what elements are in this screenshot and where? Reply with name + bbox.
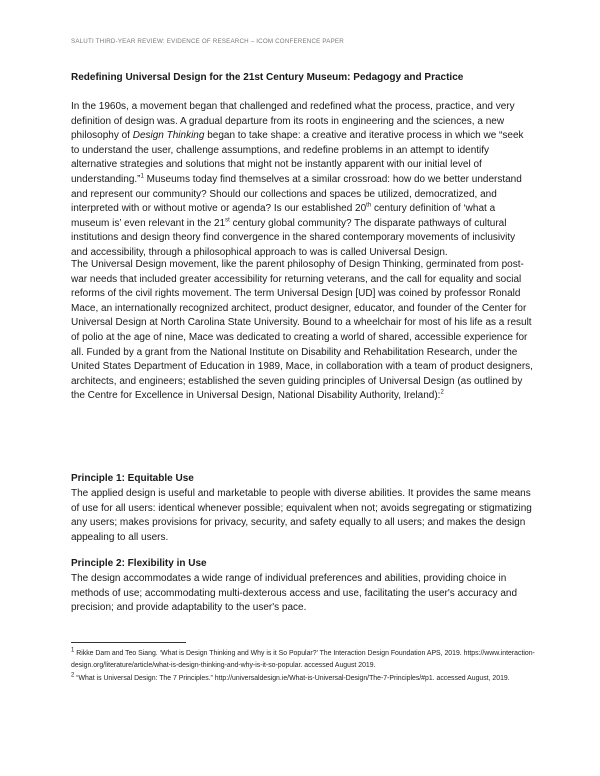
principle-heading: Principle 2: Flexibility in Use — [71, 558, 207, 569]
footnote-text: “What is Universal Design: The 7 Principles.” http://universaldesign.ie/What-is-Universal-Design/The-7-Principles/#p1. accessed August, 2019. — [74, 675, 510, 683]
paragraph-text: century global community? The disparate pathways of cultural institutions and design theory find convergence in the shared contemporary movements of inclusivity and accessibility, through a philosophical approach to was is called Universal Design. — [71, 217, 516, 258]
footnote-ref[interactable]: 1 — [140, 173, 144, 180]
paragraph-text: The Universal Design movement, like the parent philosophy of Design Thinking, germinated from post-war needs that included greater accessibility for returning veterans, and the call for equality and social reforms of the civil rights movement. The term Universal Design [UD] was coined by professor Ronald Mace, an internationally recognized architect, product designer, educator, and founder of the Center for Universal Design at North Carolina State University. Bound to a wheelchair for most of his life as a result of polio at the age of nine, Mace was dedicated to creating a world of shared, accessible experience for all. Funded by a grant from the National Institute on Disability and Rehabilitation Research, under the United States Department of Education in 1989, Mace, in collaboration with a team of product designers, architects, and engineers; established the seven guiding principles of Universal Design (as outlined by the Centre for Excellence in Universal Design, National Disability Authority, Ireland): — [71, 259, 533, 402]
footnote-text: Rikke Dam and Teo Siang. ‘What is Design Thinking and Why is it So Popular?’ The Interaction Design Foundation APS, 2019. https://www.interaction-design.org/literature/article/what-is-design-thinking-and-why-is-it-so-popular. accessed August 2019. — [71, 650, 535, 669]
footnote-number: 2 — [71, 672, 75, 679]
paragraph-text: Museums today find themselves at a similar crossroad: how do we better understand and represent our community? Should our collections and spaces be utilized, democratized, and interpreted with or without motive or agenda? Is our established 20 — [71, 173, 522, 215]
footnote-divider — [71, 642, 186, 643]
paragraph-universal-design — [71, 258, 533, 404]
paragraph-text: century definition of ‘what a museum is’ even relevant in the 21 — [71, 203, 496, 229]
paragraph-intro — [71, 100, 533, 261]
principle-heading: Principle 1: Equitable Use — [71, 473, 194, 484]
running-header: SALUTI THIRD-YEAR REVIEW: EVIDENCE OF RESEARCH – ICOM CONFERENCE PAPER — [71, 38, 344, 45]
ordinal-suffix: th — [366, 202, 372, 209]
paper-title: Redefining Universal Design for the 21st Century Museum: Pedagogy and Practice — [71, 72, 464, 83]
paragraph-text: In the 1960s, a movement began that challenged and redefined what the process, practice, and very definition of design was. A gradual departure from its roots in engineering and the sciences, a new philosophy of — [71, 101, 515, 142]
footnote-number: 1 — [71, 647, 75, 654]
principle-text: The applied design is useful and marketable to people with diverse abilities. It provides the same means of use for all users: identical whenever possible; equivalent when not; avoids segregating or stigmatizing any users; makes provisions for privacy, security, and safety equally to all users; and makes the design appealing to all users. — [71, 488, 532, 543]
ordinal-suffix: st — [225, 217, 230, 224]
footnote-ref[interactable]: 2 — [440, 390, 444, 397]
footnote — [71, 648, 541, 671]
principle-text: The design accommodates a wide range of individual preferences and abilities, providing choice in methods of use; accommodating multi-dexterous access and use, facilitating the user's accuracy and precision; and provide adaptability to the user's pace. — [71, 573, 518, 614]
footnote — [71, 673, 541, 685]
emphasis-term: Design Thinking — [132, 130, 205, 142]
paragraph-text: began to take shape: a creative and iterative process in which we “seek to understand the user, challenge assumptions, and redefine problems in an attempt to identify alternative strategies and solutions that might not be instantly apparent with our initial level of understanding.” — [71, 130, 524, 185]
footnotes — [71, 648, 541, 687]
